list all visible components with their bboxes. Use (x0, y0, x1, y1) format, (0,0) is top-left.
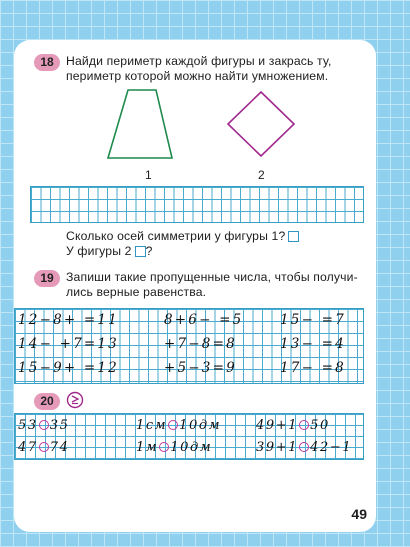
task18-line1: Найди периметр каждой фигуры и закрась ту, (66, 54, 332, 68)
compare-sign-icon (66, 391, 84, 409)
compare-left: 49+1 (256, 418, 299, 433)
compare-left: 39+1 (256, 440, 299, 455)
compare-right: 35 (49, 418, 70, 433)
trapezoid-figure[interactable] (108, 90, 172, 158)
eq-r3-c2: +5−3=9 (164, 360, 237, 376)
task-number-18: 18 (34, 54, 60, 71)
eq-r2-c2: +7−8=8 (164, 336, 237, 352)
task18-line2: периметр которой можно найти умножением. (66, 69, 329, 83)
figure2-label: 2 (258, 168, 265, 182)
eq-r3-c3: 17− =8 (280, 360, 346, 376)
compare-circle[interactable] (39, 442, 49, 452)
compare-circle[interactable] (299, 420, 309, 430)
task19-line1: Запиши такие пропущенные числа, чтобы получи- (66, 270, 358, 284)
compare-right: 74 (49, 440, 70, 455)
eq-r1-c3: 15− =7 (280, 312, 346, 328)
compare-r2-c1 (18, 440, 70, 455)
answer-grid-18[interactable] (30, 186, 364, 223)
compare-r1-c1 (18, 418, 70, 433)
eq-r1-c2: 8+6− =5 (164, 312, 244, 328)
workbook-page (14, 40, 376, 532)
compare-r1-c2 (136, 418, 221, 433)
rhombus-figure[interactable] (228, 92, 294, 156)
compare-right: 10дм (179, 418, 222, 433)
compare-circle[interactable] (299, 442, 309, 452)
compare-r1-c3 (256, 418, 330, 433)
compare-left: 1м (136, 440, 159, 455)
compare-right: 10дм (170, 440, 213, 455)
compare-right: 42−1 (310, 440, 353, 455)
eq-r2-c1: 14− +7=13 (18, 336, 119, 352)
eq-r3-c1: 15−9+ =12 (18, 360, 119, 376)
compare-left: 53 (18, 418, 38, 433)
compare-r2-c2 (136, 440, 212, 455)
compare-circle[interactable] (39, 420, 49, 430)
question2-mark: ? (145, 244, 153, 258)
page-number: 49 (351, 506, 367, 522)
task-number-19: 19 (34, 270, 60, 287)
eq-r1-c1: 12−8+ =11 (18, 312, 119, 328)
answer-box-1[interactable] (288, 231, 299, 242)
compare-left: 1см (136, 418, 168, 433)
eq-r2-c3: 13− =4 (280, 336, 346, 352)
figure1-label: 1 (145, 168, 152, 182)
figures (106, 88, 314, 168)
question1-text: Сколько осей симметрии у фигуры 1? (66, 229, 286, 243)
symmetry-question-2 (66, 244, 153, 259)
task-number-20: 20 (34, 393, 60, 410)
compare-left: 47 (18, 440, 38, 455)
compare-right: 50 (310, 418, 330, 433)
question2-text: У фигуры 2 (66, 244, 132, 258)
task19-line2: лись верные равенства. (66, 285, 207, 299)
compare-circle[interactable] (159, 442, 169, 452)
compare-r2-c3 (256, 440, 352, 455)
symmetry-question-1 (66, 229, 299, 244)
compare-circle[interactable] (168, 420, 178, 430)
answer-box-2[interactable] (135, 246, 146, 257)
